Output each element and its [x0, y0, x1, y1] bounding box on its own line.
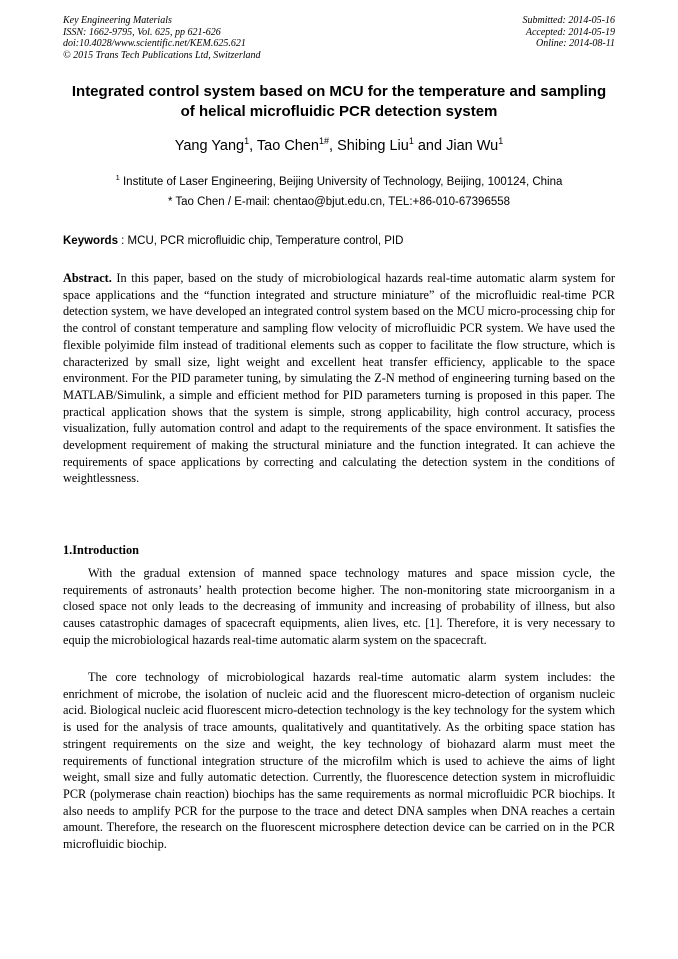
online-date: Online: 2014-08-11 — [536, 38, 615, 49]
journal-doi: doi:10.4028/www.scientific.net/KEM.625.621 — [63, 38, 246, 49]
author-name: Yang Yang — [174, 137, 245, 154]
accepted-date: Accepted: 2014-05-19 — [525, 26, 615, 38]
author-name: Jian Wu — [446, 137, 499, 154]
abstract-text: In this paper, based on the study of microbiological hazards real-time automatic alarm system for space applications and the “function integrated and structure miniature” of the microfluidic real-time PCR detection system, we have developed an integrated control system based on the MCU micro-processing chip for the control of constant temperature and sampling flow velocity of microfluidic PCR system. We have used the flexible polyimide film instead of traditional elements such as copper to facilitate the flow structure, which is characterized by small size, light weight and excellent heat transfer efficiency, applicable to the space environment. For the PID parameter tuning, by simulating the Z-N method of engineering turning based on the MATLAB/Simulink, a simple and efficient method for PID parameters turning is proposed in this paper. The practical application shows that the system is simple, strong applicability, high control accuracy, process visualization, fully automation control and adapt to the requirements of the space environment. It satisfies the development requirement of making the structural miniature and the function integrated. It can achieve the requirements of space applications by correcting and calculating the detection system in the conditions of weightlessness. — [63, 271, 615, 486]
affiliation-text: Institute of Laser Engineering, Beijing University of Technology, Beijing, 100124, China — [122, 175, 563, 188]
keywords — [63, 234, 615, 249]
section-heading-introduction: 1.Introduction — [63, 543, 139, 557]
keywords-label: Keywords — [63, 235, 118, 247]
journal-name: Key Engineering Materials — [63, 15, 172, 26]
corresponding-author: * Tao Chen / E-mail: chentao@bjut.edu.cn, TEL:+86-010-67396558 — [167, 196, 511, 208]
author-list — [63, 132, 615, 155]
keywords-text: : MCU, PCR microfluidic chip, Temperature control, PID — [117, 235, 404, 247]
intro-paragraph-2: The core technology of microbiological hazards real-time automatic alarm system includes: the enrichment of microbe, the isolation of nucleic acid and the fluorescent micro-detection of organism nucleic acid. Biological nucleic acid fluorescent micro-detection technology is the key technology for the system which is used for the analysis of trace amounts, qualitatively and quantitatively. As the orbiting space station has stringent requirements on the size and weight, the key technology of biohazard alarm must meet the requirements of functional integration structure of the microfilm which is used to achieve the aims of light weight, small size and fully automatic detection. Currently, the fluorescence detection system in microfluidic PCR (polymerase chain reaction) biochips has the same requirements as normal microfluidic PCR biochips. It also needs to amplify PCR for the purpose to the trace and detect DNA samples when DNA reaches a certain amount. Therefore, the research on the fluorescent microsphere detection device can be carried on in the PCR microfluidic biochip. — [63, 670, 615, 852]
journal-copyright: © 2015 Trans Tech Publications Ltd, Switzerland — [63, 49, 261, 61]
abstract-label: Abstract. — [63, 271, 112, 285]
author-and: and — [413, 137, 447, 154]
author-affil-sup: 1 — [498, 136, 504, 146]
author-name: Shibing Liu — [337, 137, 409, 154]
author-affil-sup: 1 — [408, 136, 414, 146]
submitted-date: Submitted: 2014-05-16 — [522, 15, 615, 26]
author-affil-sup: 1# — [319, 136, 330, 146]
abstract — [63, 270, 615, 487]
author-separator: , — [329, 137, 338, 154]
author-affil-sup: 1 — [244, 136, 250, 146]
paper-title: Integrated control system based on MCU for the temperature and sampling of helical microfluidic PCR detection system — [71, 83, 607, 120]
journal-header — [63, 15, 261, 61]
affiliation-sup: 1 — [115, 173, 120, 182]
affiliation — [63, 170, 615, 190]
dates-header — [523, 15, 616, 50]
author-name: Tao Chen — [256, 137, 319, 154]
journal-issn: ISSN: 1662-9795, Vol. 625, pp 621-626 — [63, 26, 221, 38]
author-separator: , — [249, 137, 257, 154]
intro-paragraph-1: With the gradual extension of manned space technology matures and space mission cycle, the requirements of astronauts’ health protection become higher. The non-monitoring state microorganism in a closed space not only leads to the decreasing of immunity and increasing of probability of illness, but also causes catastrophic damages of spacecraft equipments, alien lives, etc. [1]. Therefore, it is very necessary to equip the microbiological hazards real-time automatic alarm system on the spacecraft. — [63, 566, 615, 647]
